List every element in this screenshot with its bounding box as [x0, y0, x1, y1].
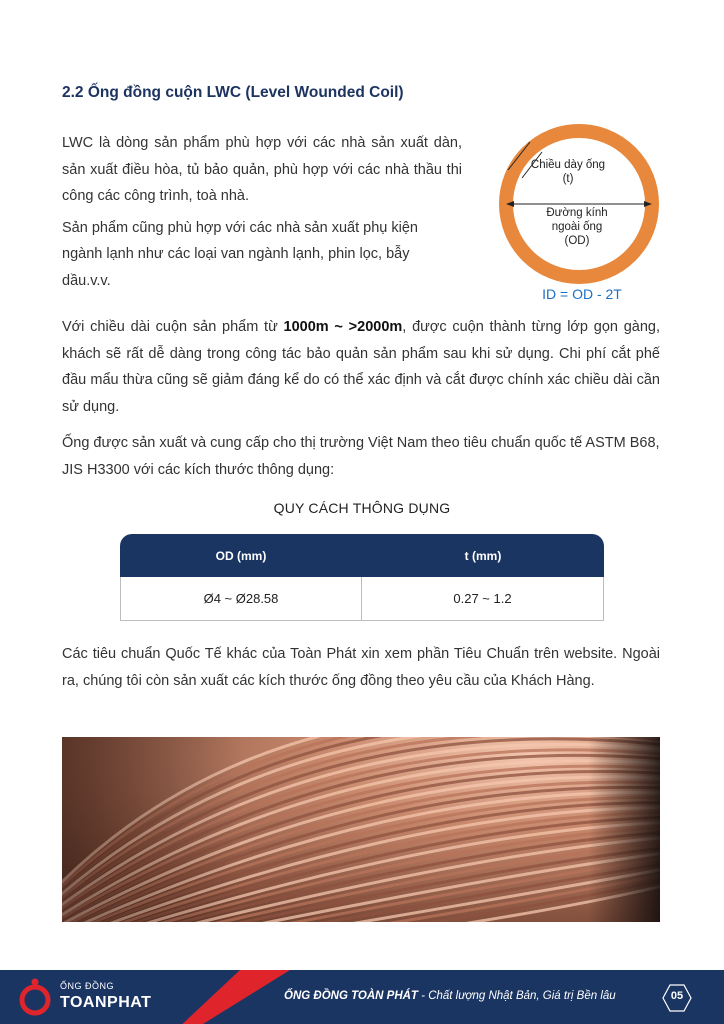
coil-tube-line — [62, 853, 660, 922]
other-standards-paragraph: Các tiêu chuẩn Quốc Tế khác của Toàn Phát xin xem phần Tiêu Chuẩn trên website. Ngoài ra, chúng tôi còn sản xuất các kích thước ống đồng theo yêu cầu của Khách Hàng. — [62, 646, 660, 689]
coil-tube-line — [62, 739, 660, 922]
standards-paragraph: Ống được sản xuất và cung cấp cho thị trường Việt Nam theo tiêu chuẩn quốc tế ASTM B68, JIS H3300 với các kích thước thông dụng: — [62, 435, 660, 478]
coil-tube-line — [62, 744, 660, 922]
coil-tube-line — [62, 862, 660, 922]
table-cell-t: 0.27 ~ 1.2 — [362, 577, 604, 621]
table-title: QUY CÁCH THÔNG DỤNG — [273, 500, 451, 516]
pipe-cross-section-diagram — [492, 120, 674, 310]
outer-diameter-label: Đường kính ngoài ống (OD) — [546, 207, 608, 247]
coil-tube-line — [62, 858, 660, 923]
page-number: 05 — [670, 990, 684, 1002]
coil-tube-line — [62, 807, 660, 922]
table-header-t: t (mm) — [362, 534, 604, 577]
coil-tube-line — [62, 840, 660, 923]
coil-tube-line — [62, 817, 660, 922]
coil-tube-line — [62, 849, 660, 923]
section-title: 2.2 Ống đồng cuộn LWC (Level Wounded Coil) — [62, 84, 404, 101]
intro-paragraph-1: LWC là dòng sản phẩm phù hợp với các nhà sản xuất dàn, sản xuất điều hòa, tủ bảo quản, phù hợp với các nhà thầu thi công các công trình, toà nhà. — [62, 135, 462, 204]
coil-tube-line — [62, 755, 660, 922]
spec-table — [120, 534, 604, 621]
coil-length-highlight: 1000m ~ >2000m — [283, 319, 403, 335]
logo-subtitle: ỐNG ĐỒNG — [60, 981, 115, 991]
coil-tube-line — [62, 737, 660, 922]
coil-tube-line — [62, 777, 660, 922]
footer-tagline: ỐNG ĐỒNG TOÀN PHÁT - Chất lượng Nhật Bản, Giá trị Bền lâu — [284, 990, 616, 1002]
coil-lines — [62, 737, 660, 922]
table-header-od: OD (mm) — [120, 534, 362, 577]
coil-tube-line — [62, 737, 660, 922]
coil-tube-line — [62, 782, 660, 922]
coil-tube-line — [62, 844, 660, 922]
coil-tube-line — [62, 737, 660, 922]
intro-text — [62, 130, 462, 294]
coil-tube-line — [62, 822, 660, 923]
coil-tube-line — [62, 737, 660, 922]
coil-tube-line — [62, 750, 660, 922]
coil-tube-line — [62, 826, 660, 922]
coil-tube-line — [62, 812, 660, 922]
coil-tube-line — [62, 876, 660, 923]
coil-tube-line — [62, 867, 660, 923]
table-cell-od: Ø4 ~ Ø28.58 — [120, 577, 362, 621]
coil-tube-line — [62, 787, 660, 922]
coil-tube-line — [62, 871, 660, 922]
coil-tube-line — [62, 761, 660, 922]
copper-coil-photo — [62, 737, 660, 922]
toanphat-logo-icon — [16, 976, 54, 1018]
coil-tube-line — [62, 792, 660, 922]
table-row — [120, 577, 604, 621]
coil-tube-line — [62, 798, 660, 922]
coil-tube-line — [62, 803, 660, 922]
page-footer — [0, 970, 724, 1024]
thickness-label: Chiều dày ống (t) — [530, 159, 606, 185]
coil-length-paragraph: Với chiều dài cuộn sản phẩm từ 1000m ~ >2000m, được cuộn thành từng lớp gọn gàng, khách sẽ rất dễ dàng trong công tác bảo quản sản phẩm sau khi sử dụng. Chi phí cắt phế đầu mẩu thừa cũng sẽ giảm đáng kể do có thể xác định và cắt được chính xác chiều dài cần sử dụng. — [62, 319, 660, 415]
coil-tube-line — [62, 831, 660, 923]
intro-paragraph-2: Sản phẩm cũng phù hợp với các nhà sản xuất phụ kiện ngành lạnh như các loại van ngành lạnh, phin lọc, bẫy dầu.v.v. — [62, 219, 418, 289]
coil-tube-line — [62, 772, 660, 922]
coil-tube-line — [62, 835, 660, 922]
coil-tube-line — [62, 737, 660, 922]
logo-wordmark: TOANPHAT — [60, 994, 152, 1011]
coil-tube-line — [62, 766, 660, 922]
id-formula: ID = OD - 2T — [542, 286, 622, 302]
